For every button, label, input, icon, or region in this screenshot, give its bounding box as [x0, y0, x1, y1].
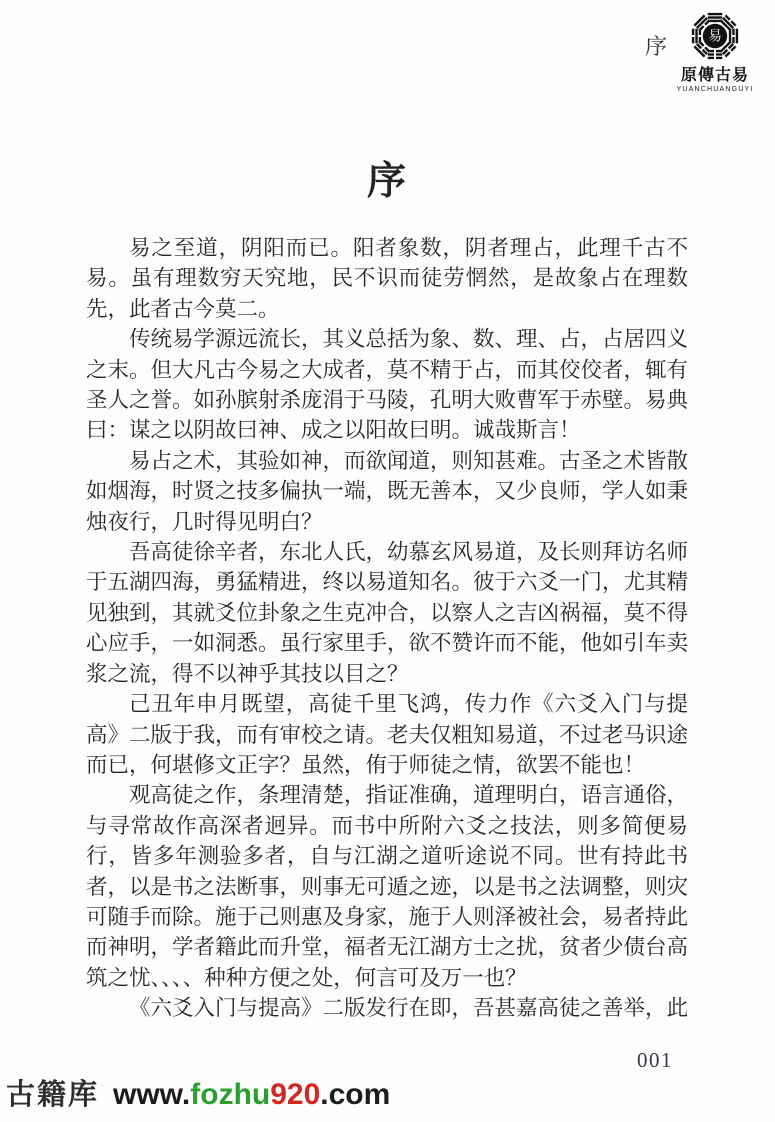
watermark-library-name: 古籍库: [6, 1079, 100, 1111]
seal-center-glyph: 易: [708, 28, 722, 45]
publisher-logo: [672, 6, 758, 94]
site-watermark: [6, 1072, 390, 1113]
page-title: 序: [366, 160, 408, 203]
running-title: 序: [645, 35, 668, 60]
paragraph: 《六爻入门与提高》二版发行在即，吾甚嘉高徒之善举，此: [129, 996, 689, 1021]
paragraph: 易之至道，阴阳而已。阳者象数，阴者理占，此理千古不易。虽有理数穷天究地，民不识而徒劳惘然，是故象占在理数先，此者古今莫二。: [86, 236, 688, 321]
paragraph: 传统易学源远流长，其义总括为象、数、理、占，占居四义之末。但大凡古今易之大成者，莫不精于占，而其佼佼者，辄有圣人之誉。如孙膑射杀庞涓于马陵，孔明大败曹军于赤壁。易典曰：谋之以阴故曰神、成之以阳故曰明。诚哉斯言！: [86, 327, 689, 443]
watermark-url-tld: .com: [320, 1078, 391, 1111]
paragraph: 己丑年申月既望，高徒千里飞鸿，传力作《六爻入门与提高》二版于我，而有审校之请。老夫仅粗知易道，不过老马识途而已，何堪修文正字？虽然，侑于师徒之情，欲罢不能也！: [86, 692, 689, 777]
watermark-url-name: fozhu: [190, 1078, 271, 1111]
page-number: 001: [637, 1048, 673, 1072]
paragraph: 观高徒之作，条理清楚，指证准确，道理明白，语言通俗，与寻常故作高深者迥异。而书中所附六爻之技法，则多简便易行，皆多年测验多者，自与江湖之道听途说不同。世有持此书者，以是书之法断事，则事无可遁之迹，以是书之法调整，则灾可随手而除。施于己则惠及身家，施于人则泽被社会，易者持此而神明，学者籍此而升堂，福者无江湖方士之扰，贫者少债台高筑之忧、、、、种种方便之处，何言可及万一也？: [86, 783, 689, 990]
bagua-seal-icon: [682, 6, 748, 66]
preface-body: [86, 233, 688, 1024]
logo-chinese-name: 原傳古易: [680, 67, 749, 84]
logo-romanized-name: YUANCHUANGUYI: [676, 86, 754, 93]
paragraph: 易占之术，其验如神，而欲闻道，则知甚难。古圣之术皆散如烟海，时贤之技多偏执一端，既无善本，又少良师，学人如秉烛夜行，几时得见明白？: [86, 448, 689, 534]
watermark-url-number: 920: [270, 1078, 321, 1111]
paragraph: 吾高徒徐辛者，东北人氏，幼慕玄风易道，及长则拜访名师于五湖四海，勇猛精进，终以易道知名。彼于六爻一门，尤其精见独到，其就爻位卦象之生克冲合，以察人之吉凶祸福，莫不得心应手，一如洞悉。虽行家里手，欲不赞许而不能，他如引车卖浆之流，得不以神乎其技以目之？: [86, 540, 689, 686]
watermark-url-www: www.: [113, 1078, 191, 1111]
